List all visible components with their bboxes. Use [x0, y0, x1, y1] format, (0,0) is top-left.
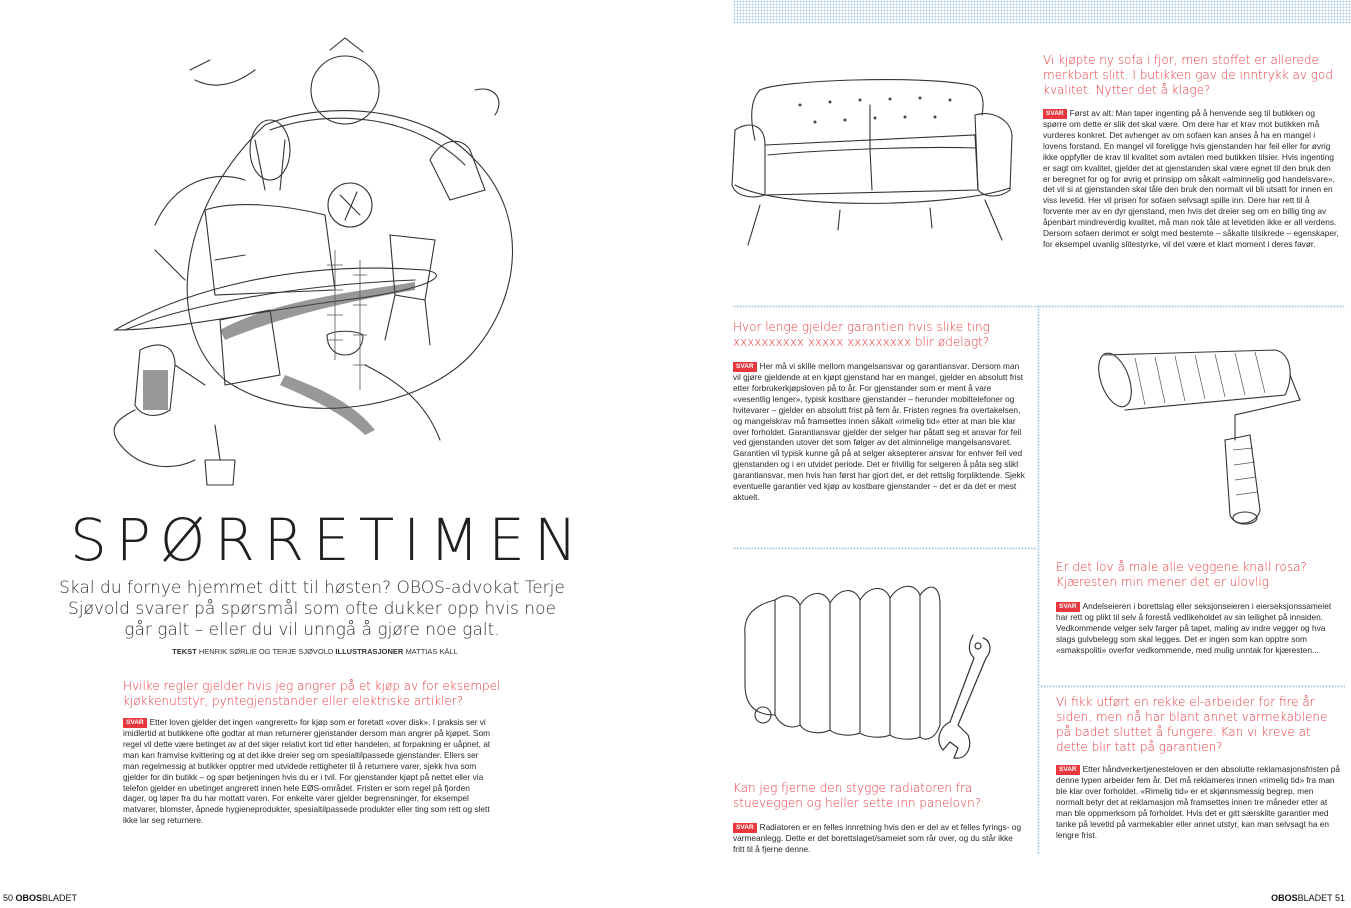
- divider: [1040, 685, 1345, 688]
- divider: [733, 547, 1037, 550]
- answer-body: Etter loven gjelder det ingen «angrerett» for kjøp som er foretatt «over disk». I praksis ser vi imidlertid at butikkene ofte godtar at man returnerer gjenstander dersom man angrer på kjøpet. Som regel vil dette være betinget av at det skjer relativt kort tid etter handelen, at forpakning er uåpnet, at man kan framvise kvittering og at det ikke dreier seg om spesialtilpassede gjenstander. Ellers ser man regelmessig at butikker opptrer med utvidede rettigheter til å returnere varer, sjekk hva som gjelder for din butikk – og spør betjeningen hvis du er i tvil. For gjenstander kjøpt på nettet eller via telefon gjelder en ubetinget angrerett innen hele EØS-området. Fristen er som regel på fjorden dager, og løper fra du har mottatt varen. For enkelte varer gjelder begrensninger, for eksempel matvarer, blomster, åpnede hygieneprodukter, spesialtilpassede produkter eller ting som rett og slett ikke lar seg returnere.: [123, 717, 491, 826]
- svar-badge: SVAR: [123, 718, 147, 728]
- svar-badge: SVAR: [733, 362, 757, 372]
- wrench-sketch: [928, 630, 998, 765]
- credits-illus-label: ILLUSTRASJONER: [335, 647, 404, 656]
- answer-text: [123, 717, 495, 826]
- svar-badge: SVAR: [733, 823, 757, 833]
- answer-text: [1056, 764, 1341, 840]
- answer-body: Her må vi skille mellom mangelsansvar og garantiansvar. Dersom man vil gjøre gjeldende at en kjøpt gjenstand har en mangel, gjelder en absolutt frist etter forbrukerkjøpsloven på to år. For gjenstander som er ment å vare «vesentlig lenger», typisk kostbare gjenstander – herunder mobiltelefoner og hvitevarer – gjelder en absolutt frist på fem år. Fristen regnes fra overtakelsen, og mangelskrav må framsettes innen såkalt «rimelig tid» etter at man ble klar over forholdet. Garantiansvar gjelder der selger har påtatt seg et ansvar for feil ved gjenstanden utover det som følger av det alminnelige mangelsansvaret. Garantien vil typisk kunne gå på at selger aksepterer ansvar for enhver feil ved gjenstanden og i en utvidet periode. Det er frivillig for selgeren å påta seg slikt garantiansvar, men hvis han først har gjort det, er det rettslig forpliktende. Sjekk eventuelle garantier ved kjøp av kostbare gjenstander – det er da det er mest aktuelt.: [733, 361, 1025, 502]
- answer-text: [733, 361, 1029, 503]
- page-number-left: 50 OBOSBLADET: [3, 893, 78, 903]
- answer-text: [1043, 108, 1339, 250]
- answer-body: Andelseieren i borettslag eller seksjonseieren i eierseksjonssameiet har rett og plikt til selv å forestå vedlikeholdet av sin leilighet på innsiden. Vedkommende velger selv farger på tapet, maling av indre vegger og hva slags gulvbelegg som skal legges. Det er ingen som kan opptre som «smakspoliti» overfor vedkommende, med mulig unntak for kjæresten...: [1056, 601, 1332, 655]
- question-heading: Vi fikk utført en rekke el-arbeider for fire år siden, men nå har blant annet varmekablene på badet sluttet å fungere. Kan vi kreve at dette blir tatt på garantien?: [1056, 695, 1328, 754]
- question-heading: Kan jeg fjerne den stygge radiatoren fra stueveggen og heller sette inn panelovn?: [733, 781, 982, 810]
- paint-roller-sketch: [1085, 330, 1315, 540]
- credits-text-names: HENRIK SØRLIE OG TERJE SJØVOLD: [198, 647, 334, 656]
- lead-paragraph: Skal du fornye hjemmet ditt til høsten? OBOS-advokat Terje Sjøvold svarer på spørsmål som ofte dukker opp hvis noe går galt – eller du vil unngå å gjøre noe galt.: [59, 578, 565, 640]
- sofa-sketch: [720, 60, 1025, 260]
- question-heading: Hvor lenge gjelder garantien hvis slike ting xxxxxxxxxx xxxxx xxxxxxxxx blir ødelagt?: [733, 320, 990, 349]
- svar-badge: SVAR: [1056, 602, 1080, 612]
- question-heading: Vi kjøpte ny sofa i fjor, men stoffet er allerede merkbart slitt. I butikken gav de inntrykk av god kvalitet. Nytter det å klage?: [1043, 53, 1333, 97]
- credits-text-label: TEKST: [172, 647, 197, 656]
- top-dot-band: [733, 0, 1351, 24]
- radiator-sketch: [735, 565, 950, 740]
- answer-body: Radiatoren er en felles innretning hvis den er del av et felles fyrings- og varmeanlegg. Dette er det borettslaget/sameiet som rår over, og du står ikke fritt til å fjerne denne.: [733, 822, 1022, 854]
- credits: [150, 647, 480, 656]
- sketch-collage-illustration: [95, 30, 565, 500]
- credits-illus-names: MATTIAS KÄLL: [405, 647, 458, 656]
- divider: [1037, 305, 1040, 855]
- page-title: SPØRRETIMEN: [70, 506, 587, 574]
- question-heading: Hvilke regler gjelder hvis jeg angrer på et kjøp av for eksempel kjøkkenutstyr, pyntegjenstander eller elektriske artikler?: [123, 679, 501, 708]
- svar-badge: SVAR: [1056, 765, 1080, 775]
- answer-text: [1056, 601, 1341, 656]
- answer-body: Etter håndverkertjenesteloven er den absolutte reklamasjonsfristen på denne typen arbeider fem år. Det må reklameres innen «rimelig tid» fra man ble klar over forholdet. «Rimelig tid» er et skjønnsmessig begrep, men normalt betyr det at reklamasjon må framsettes innen tre måneder etter at man ble oppmerksom på forholdet. Hvis det er gitt særskilte garantier med tanke på levetid på varmekabler eller annet utstyr, kan man selvsagt ha en lengre frist.: [1056, 764, 1340, 840]
- question-heading: Er det lov å male alle veggene knall rosa? Kjæresten min mener det er ulovlig.: [1056, 560, 1307, 589]
- answer-body: Først av alt: Man taper ingenting på å henvende seg til butikken og spørre om dette er slik det skal være. Om dere har et krav mot butikken må vurderes konkret. Det avhenger av om sofaen kan anses å ha en mangel i lovens forstand. En mangel vil foreligge hvis gjenstanden har feil eller for øvrig ikke oppfyller de krav til kvalitet som avtalen med butikken tilsier. Hvis ingenting er sagt om kvalitet, gjelder det at gjenstanden skal være egnet til den bruk den er beregnet for og for øvrig et prinsipp om såkalt «alminnelig god handelsvare», det vil si at gjenstanden skal tåle den bruk den normalt vil bli utsatt for innen en viss levetid. Her vil prisen for sofaen selvsagt spille inn. Dere har rett til å forvente mer av en dyr gjenstand, men hvis det dreier seg om en billig ting av åpenbart mindreverdig kvalitet, må man nok tåle at levetiden ikke er all verdens. Dersom sofaen derimot er solgt med bestemte – såkalte tilsikrede – egenskaper, for eksempel uvanlig slitestyrke, vil det være et klart moment i deres favør.: [1043, 108, 1339, 249]
- page-number-right: OBOSBLADET 51: [1271, 893, 1345, 903]
- answer-text: [733, 822, 1023, 855]
- svar-badge: SVAR: [1043, 109, 1067, 119]
